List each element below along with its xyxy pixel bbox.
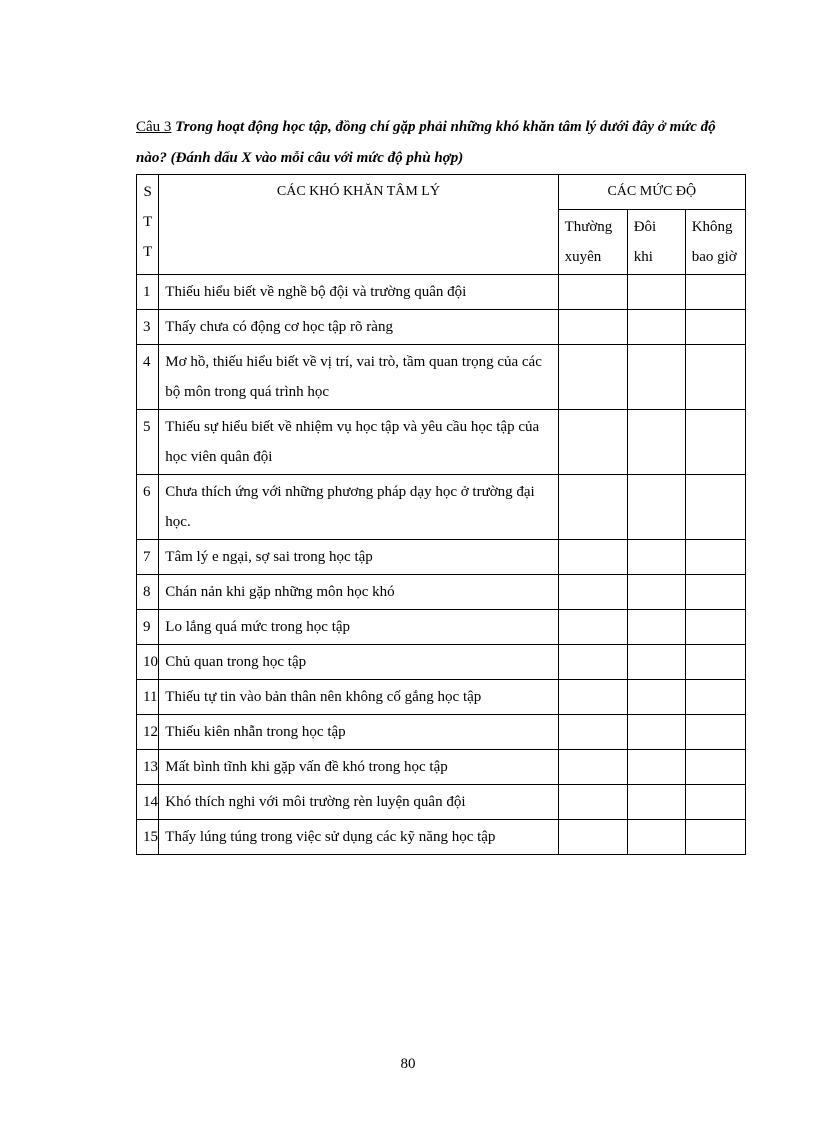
table-row — [137, 610, 746, 645]
mark-cell-never[interactable] — [685, 575, 745, 610]
row-difficulty-text: Thiếu hiểu biết về nghề bộ đội và trường quân đội — [159, 275, 558, 310]
row-number: 9 — [137, 610, 159, 645]
level-header-sometimes: Đôi khi — [627, 210, 685, 275]
table-row — [137, 680, 746, 715]
question-prompt — [136, 112, 736, 174]
row-number: 4 — [137, 345, 159, 410]
row-difficulty-text: Mơ hồ, thiếu hiểu biết về vị trí, vai trò, tầm quan trọng của các bộ môn trong quá trình học — [159, 345, 558, 410]
mark-cell-often[interactable] — [558, 715, 627, 750]
difficulty-survey-table — [136, 174, 746, 855]
levels-header: CÁC MỨC ĐỘ — [558, 175, 745, 210]
question-text: Trong hoạt động học tập, đồng chí gặp phải những khó khăn tâm lý dưới đây ở mức độ nào? (Đánh dấu X vào mỗi câu với mức độ phù hợp) — [136, 119, 716, 166]
row-difficulty-text: Thấy lúng túng trong việc sử dụng các kỹ năng học tập — [159, 820, 558, 855]
row-number: 7 — [137, 540, 159, 575]
mark-cell-often[interactable] — [558, 820, 627, 855]
mark-cell-never[interactable] — [685, 540, 745, 575]
mark-cell-sometimes[interactable] — [627, 680, 685, 715]
row-difficulty-text: Chủ quan trong học tập — [159, 645, 558, 680]
row-number: 12 — [137, 715, 159, 750]
question-number: Câu 3 — [136, 119, 172, 135]
mark-cell-sometimes[interactable] — [627, 645, 685, 680]
table-row — [137, 345, 746, 410]
table-row — [137, 310, 746, 345]
mark-cell-never[interactable] — [685, 820, 745, 855]
mark-cell-sometimes[interactable] — [627, 310, 685, 345]
mark-cell-sometimes[interactable] — [627, 475, 685, 540]
mark-cell-never[interactable] — [685, 715, 745, 750]
mark-cell-sometimes[interactable] — [627, 345, 685, 410]
mark-cell-never[interactable] — [685, 750, 745, 785]
mark-cell-never[interactable] — [685, 410, 745, 475]
mark-cell-sometimes[interactable] — [627, 820, 685, 855]
table-row — [137, 645, 746, 680]
row-difficulty-text: Chưa thích ứng với những phương pháp dạy học ở trường đại học. — [159, 475, 558, 540]
table-row — [137, 715, 746, 750]
level-header-never: Không bao giờ — [685, 210, 745, 275]
mark-cell-sometimes[interactable] — [627, 275, 685, 310]
mark-cell-often[interactable] — [558, 610, 627, 645]
stt-header-letter: T — [143, 244, 153, 260]
row-difficulty-text: Thiếu tự tin vào bản thân nên không cố gắng học tập — [159, 680, 558, 715]
level-header-often: Thường xuyên — [558, 210, 627, 275]
row-number: 10 — [137, 645, 159, 680]
mark-cell-never[interactable] — [685, 785, 745, 820]
mark-cell-often[interactable] — [558, 540, 627, 575]
row-number: 5 — [137, 410, 159, 475]
mark-cell-often[interactable] — [558, 345, 627, 410]
mark-cell-often[interactable] — [558, 680, 627, 715]
row-number: 14 — [137, 785, 159, 820]
mark-cell-often[interactable] — [558, 785, 627, 820]
row-difficulty-text: Chán nản khi gặp những môn học khó — [159, 575, 558, 610]
row-difficulty-text: Mất bình tĩnh khi gặp vấn đề khó trong học tập — [159, 750, 558, 785]
table-row — [137, 475, 746, 540]
mark-cell-never[interactable] — [685, 680, 745, 715]
stt-header-letter: S — [143, 184, 152, 200]
mark-cell-sometimes[interactable] — [627, 715, 685, 750]
row-difficulty-text: Khó thích nghi với môi trường rèn luyện quân đội — [159, 785, 558, 820]
mark-cell-never[interactable] — [685, 610, 745, 645]
table-row — [137, 820, 746, 855]
row-number: 3 — [137, 310, 159, 345]
row-number: 15 — [137, 820, 159, 855]
row-number: 13 — [137, 750, 159, 785]
row-number: 8 — [137, 575, 159, 610]
mark-cell-sometimes[interactable] — [627, 575, 685, 610]
mark-cell-often[interactable] — [558, 645, 627, 680]
row-number: 1 — [137, 275, 159, 310]
mark-cell-sometimes[interactable] — [627, 540, 685, 575]
row-number: 6 — [137, 475, 159, 540]
table-row — [137, 540, 746, 575]
survey-rows — [137, 275, 746, 855]
mark-cell-never[interactable] — [685, 645, 745, 680]
row-difficulty-text: Thiếu sự hiểu biết về nhiệm vụ học tập và yêu cầu học tập của học viên quân đội — [159, 410, 558, 475]
table-row — [137, 275, 746, 310]
mark-cell-sometimes[interactable] — [627, 410, 685, 475]
table-row — [137, 410, 746, 475]
stt-header — [137, 175, 159, 275]
mark-cell-never[interactable] — [685, 310, 745, 345]
mark-cell-often[interactable] — [558, 750, 627, 785]
stt-header-letter: T — [143, 214, 153, 230]
mark-cell-often[interactable] — [558, 475, 627, 540]
mark-cell-sometimes[interactable] — [627, 750, 685, 785]
row-difficulty-text: Thiếu kiên nhẫn trong học tập — [159, 715, 558, 750]
difficulties-header: CÁC KHÓ KHĂN TÂM LÝ — [159, 175, 558, 275]
mark-cell-often[interactable] — [558, 310, 627, 345]
row-difficulty-text: Lo lắng quá mức trong học tập — [159, 610, 558, 645]
table-row — [137, 750, 746, 785]
mark-cell-never[interactable] — [685, 345, 745, 410]
page-number: 80 — [400, 1056, 416, 1072]
mark-cell-often[interactable] — [558, 410, 627, 475]
mark-cell-sometimes[interactable] — [627, 610, 685, 645]
row-difficulty-text: Tâm lý e ngại, sợ sai trong học tập — [159, 540, 558, 575]
table-row — [137, 575, 746, 610]
mark-cell-never[interactable] — [685, 275, 745, 310]
mark-cell-often[interactable] — [558, 575, 627, 610]
row-difficulty-text: Thấy chưa có động cơ học tập rõ ràng — [159, 310, 558, 345]
mark-cell-sometimes[interactable] — [627, 785, 685, 820]
mark-cell-never[interactable] — [685, 475, 745, 540]
row-number: 11 — [137, 680, 159, 715]
table-row — [137, 785, 746, 820]
mark-cell-often[interactable] — [558, 275, 627, 310]
